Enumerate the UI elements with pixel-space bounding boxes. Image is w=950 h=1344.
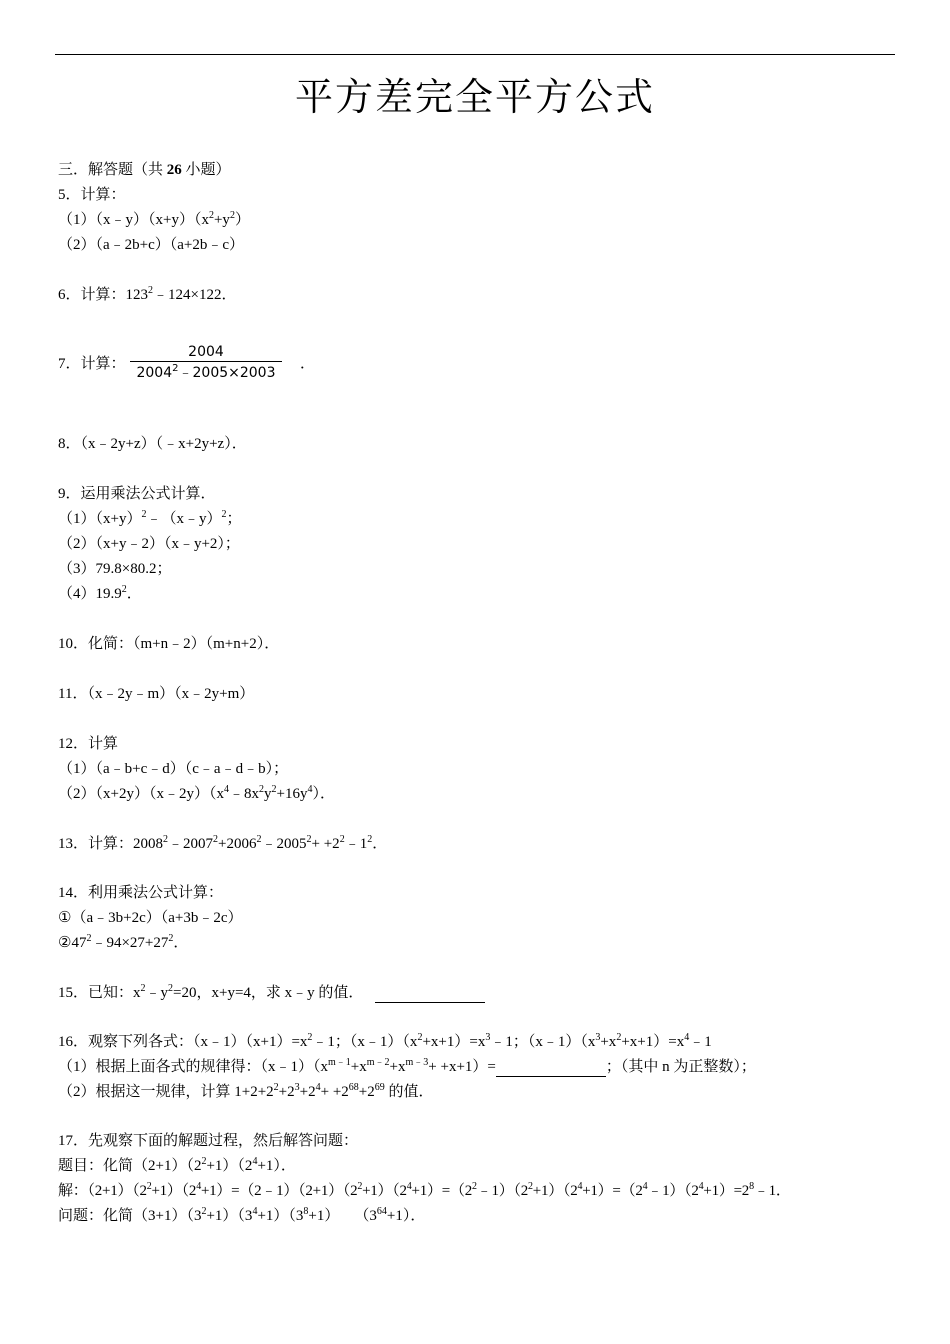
q14-part2: $②47^2﹣94\times 27+27^2$． [58, 933, 189, 951]
q12-part1: （1）（a﹣b+c﹣d）（c﹣a﹣d﹣b）； [58, 761, 289, 777]
q12-heading: 12．计算 [58, 736, 119, 752]
q13: 13．计算：$2008^2﹣2007^2+2006^2﹣2005^2+$ $+2^2﹣1^2$． [58, 834, 388, 852]
q9-part3: （3）79.8×80.2； [58, 561, 172, 577]
q9-part2: （2）（x+y﹣2）（x﹣y+2）； [58, 536, 240, 552]
q16-part2: （2）根据这一规律，计算 $1+2+2^2+2^3+2^4+ +2^{68}+2^{69}$ 的值． [58, 1082, 434, 1100]
q17-heading: 17．先观察下面的解题过程，然后解答问题： [58, 1133, 359, 1149]
page-title: 平方差完全平方公式 [294, 75, 655, 119]
q10: 10．化简：（m+n﹣2）（m+n+2）． [58, 636, 280, 652]
q8: 8．（x﹣2y+z）（﹣x+2y+z）． [58, 436, 247, 452]
q14-heading: 14．利用乘法公式计算： [58, 885, 224, 901]
q17-question: 问题：化简$(3+1)(3^2+1)(3^4+1)(3^8+1)$ $(3^{64}+1)$． [58, 1206, 426, 1224]
q12-part2: $(2)(x+2y)(x﹣2y)(x^4﹣8x^2y^2+16y^4)$． [58, 784, 335, 802]
answer-blank[interactable] [496, 1062, 606, 1077]
q7-heading: 7．计算： [58, 356, 126, 372]
answer-blank[interactable] [375, 988, 485, 1003]
q15: 15．已知：$x^2﹣y^2=20$，x+y=4，求 x﹣y 的值． [58, 983, 485, 1003]
q11: 11．（x﹣2y﹣m）（x﹣2y+m） [58, 686, 255, 702]
q9-part1: $(1)(x+y)^2﹣(x﹣y)^2$； [58, 509, 242, 527]
q17-problem: 题目：化简$(2+1)(2^2+1)(2^4+1)$． [58, 1156, 296, 1174]
q9-heading: 9．运用乘法公式计算． [58, 486, 216, 502]
q7-denominator: $2004^2﹣2005\times 2003$ [136, 363, 276, 381]
section-heading: 三．解答题（共 26 小题） [58, 162, 231, 178]
q17-solution: 解：$(2+1)(2^2+1)(2^4+1)=(2﹣1)(2+1)(2^2+1)(2^4+1)=(2^2﹣1)(2^2+1)(2^4+1)=(2^4﹣1)(2^4+1)=2^8﹣1$． [58, 1181, 791, 1199]
q16-heading: 16．观察下列各式：$(x﹣1)(x+1)=x^2﹣1$；$(x﹣1)(x^2+x+1)=x^3﹣1$；$(x﹣1)(x^3+x^2+x+1)=x^4﹣1$ [58, 1032, 712, 1050]
q7-numerator: 2004 [188, 344, 224, 360]
q5-heading: 5．计算： [58, 187, 126, 203]
q9-part4: （4）19.9$^2$． [58, 584, 142, 602]
q6: 6．计算：$123^2﹣124\times 122$． [58, 285, 237, 303]
q5-part1: $(1)(x﹣y)(x+y)(x^2+y^2)$ [58, 210, 250, 228]
q14-part1: ①（a﹣3b+2c）（a+3b﹣2c） [58, 910, 243, 926]
q5-part2: （2）（a﹣2b+c）（a+2b﹣c） [58, 237, 245, 253]
q16-part1: （1）根据上面各式的规律得：$(x﹣1)(x^{m﹣1}+x^{m﹣2}+x^{m﹣3}+ +x+1)=$ ；（其中 n 为正整数）； [58, 1057, 756, 1075]
q7-fraction [130, 343, 282, 382]
header-rule [55, 54, 895, 55]
q7-period: ． [300, 356, 316, 372]
